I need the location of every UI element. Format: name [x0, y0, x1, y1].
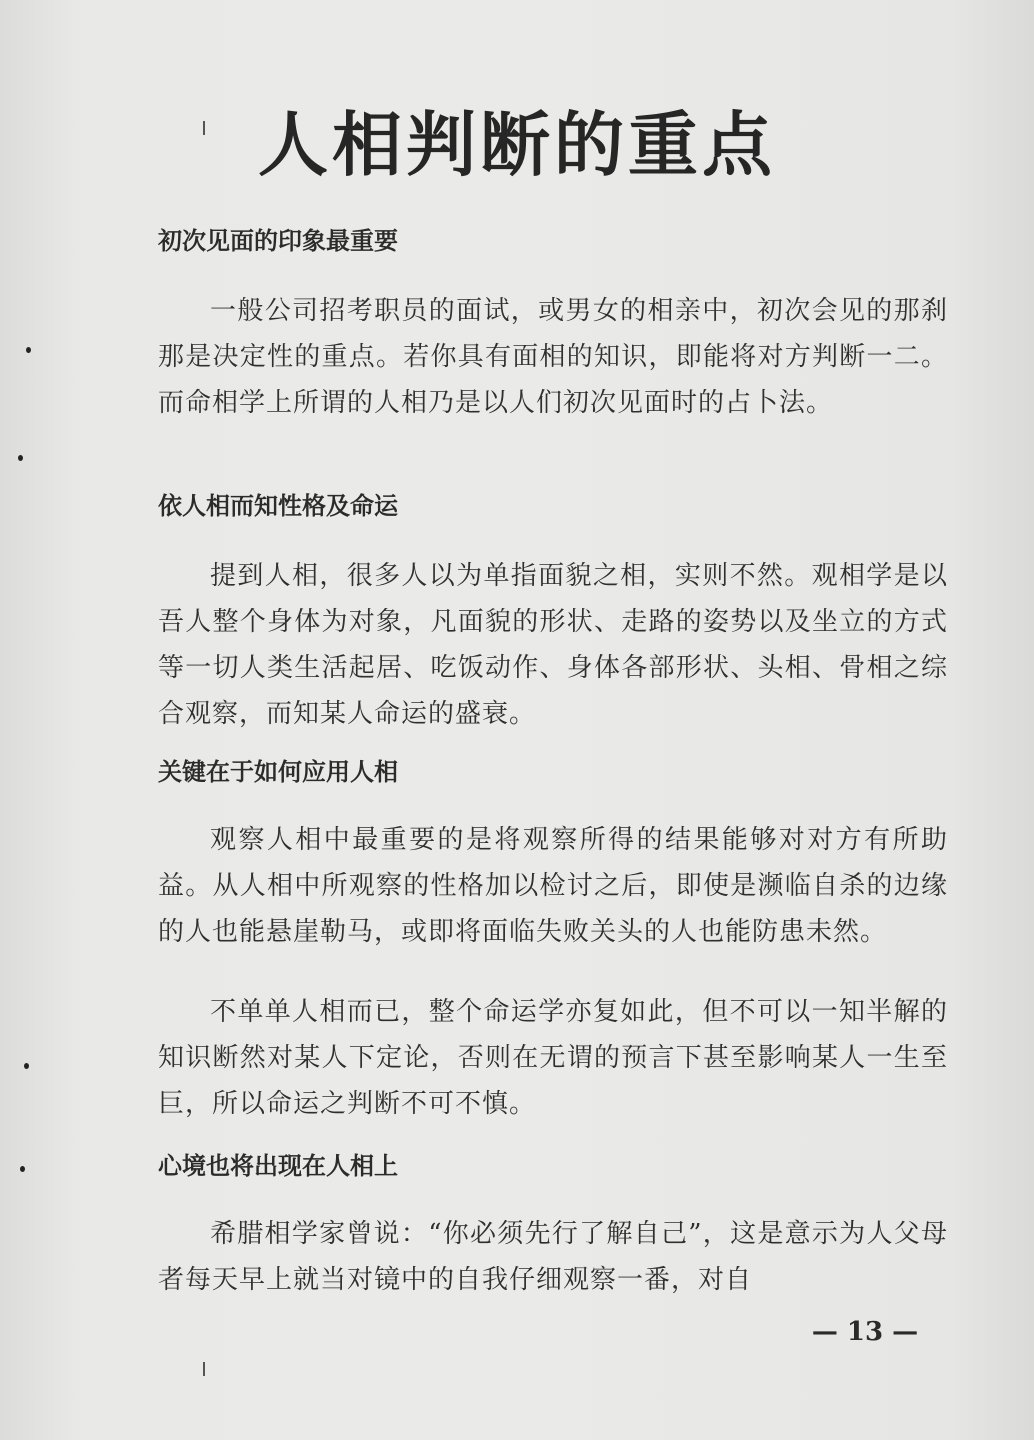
page-number: — 13 —	[811, 1317, 919, 1347]
section-paragraph-first-impression: 一般公司招考职员的面试，或男女的相亲中，初次会见的那刹那是决定性的重点。若你具有面相的知识，即能将对方判断一二。而命相学上所谓的人相乃是以人们初次见面时的占卜法。	[158, 296, 948, 418]
scan-speck	[24, 1063, 29, 1069]
scan-speck	[203, 1362, 205, 1376]
scan-speck	[26, 347, 31, 353]
page-title: 人相判断的重点	[258, 104, 776, 186]
scan-speck	[18, 455, 23, 461]
section-heading-first-impression: 初次见面的印象最重要	[158, 227, 398, 255]
section-paragraph-personality-fate: 提到人相，很多人以为单指面貌之相，实则不然。观相学是以吾人整个身体为对象，凡面貌的形状、走路的姿势以及坐立的方式等一切人类生活起居、吃饭动作、身体各部形状、头相、骨相之综合观察，而知某人命运的盛衰。	[158, 561, 948, 729]
section-paragraph-apply-physiognomy-1: 观察人相中最重要的是将观察所得的结果能够对对方有所助益。从人相中所观察的性格加以检讨之后，即使是濒临自杀的边缘的人也能悬崖勒马，或即将面临失败关头的人也能防患未然。	[158, 825, 948, 947]
section-heading-apply-physiognomy: 关键在于如何应用人相	[158, 758, 398, 786]
scan-speck	[20, 1166, 25, 1172]
section-heading-personality-fate: 依人相而知性格及命运	[158, 492, 398, 520]
section-paragraph-apply-physiognomy-2: 不单单人相而已，整个命运学亦复如此，但不可以一知半解的知识断然对某人下定论，否则在无谓的预言下甚至影响某人一生至巨，所以命运之判断不可不慎。	[158, 997, 948, 1119]
section-paragraph-mindset: 希腊相学家曾说：“你必须先行了解自己”，这是意示为人父母者每天早上就当对镜中的自我仔细观察一番，对自	[158, 1219, 948, 1295]
scan-speck	[203, 121, 205, 135]
section-heading-mindset: 心境也将出现在人相上	[158, 1152, 398, 1180]
